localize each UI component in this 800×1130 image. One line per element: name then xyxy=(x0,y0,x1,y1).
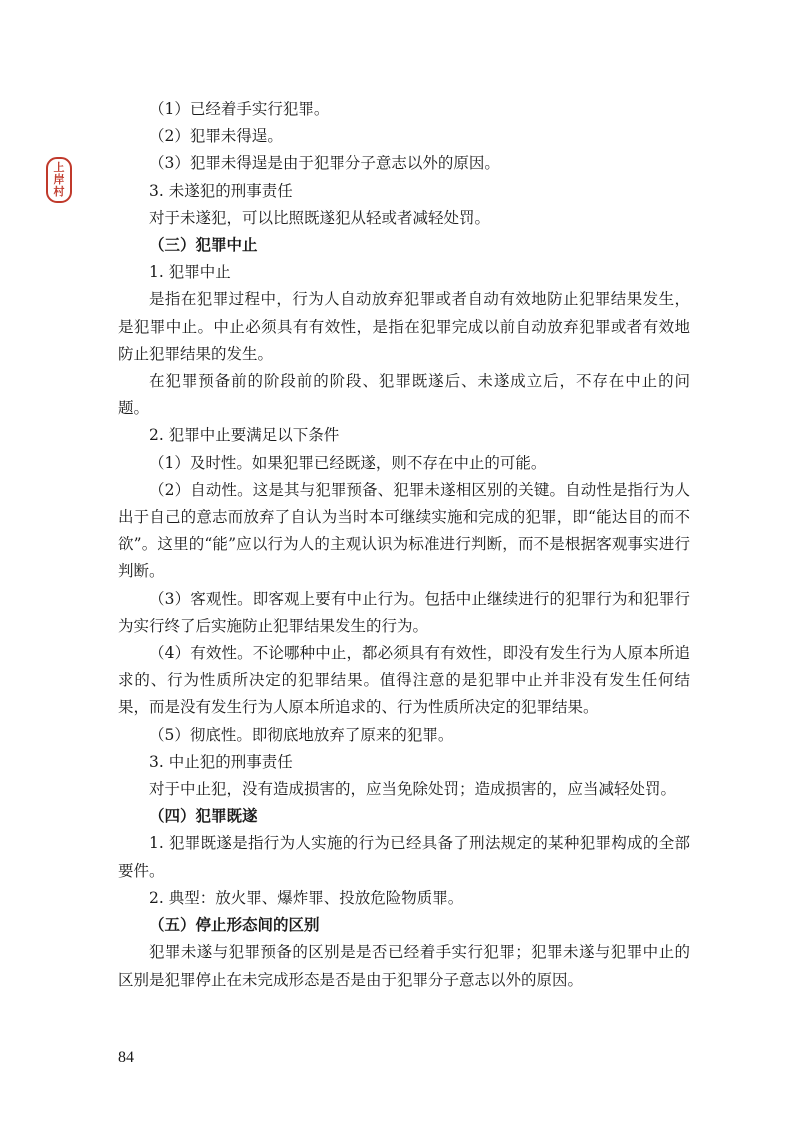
list-item: （1）已经着手实行犯罪。 xyxy=(149,100,330,118)
section-heading: （三）犯罪中止 xyxy=(149,236,258,255)
seal-char: 上 xyxy=(53,161,65,174)
seal-char: 村 xyxy=(53,185,65,198)
list-item: （3）犯罪未得逞是由于犯罪分子意志以外的原因。 xyxy=(149,154,500,173)
page-body xyxy=(118,96,690,994)
subheading: 3. 中止犯的刑事责任 xyxy=(149,752,293,771)
list-item: （2）犯罪未得逞。 xyxy=(149,127,283,146)
section-heading: （五）停止形态间的区别 xyxy=(149,916,320,935)
subheading: 1. 犯罪中止 xyxy=(149,263,231,282)
paragraph: 2. 典型：放火罪、爆炸罪、投放危险物质罪。 xyxy=(149,888,464,907)
list-item: （4）有效性。不论哪种中止，都必须具有有效性，即没有发生行为人原本所追求的、行为性质所决定的犯罪结果。值得注意的是犯罪中止并非没有发生任何结果，而是没有发生行为人原本所追求的、行为性质所决定的犯罪结果。 xyxy=(118,644,690,717)
list-item: （2）自动性。这是其与犯罪预备、犯罪未遂相区别的关键。自动性是指行为人出于自己的意志而放弃了自认为当时本可继续实施和完成的犯罪，即“能达目的而不欲”。这里的“能”应以行为人的主观认识为标准进行判断，而不是根据客观事实进行判断。 xyxy=(118,480,690,581)
paragraph: 犯罪未遂与犯罪预备的区别是是否已经着手实行犯罪；犯罪未遂与犯罪中止的区别是犯罪停止在未完成形态是否是由于犯罪分子意志以外的原因。 xyxy=(118,943,690,989)
paragraph: 1. 犯罪既遂是指行为人实施的行为已经具备了刑法规定的某种犯罪构成的全部要件。 xyxy=(118,834,690,880)
paragraph: 是指在犯罪过程中，行为人自动放弃犯罪或者自动有效地防止犯罪结果发生，是犯罪中止。中止必须具有有效性，是指在犯罪完成以前自动放弃犯罪或者有效地防止犯罪结果的发生。 xyxy=(118,290,690,363)
list-item: （1）及时性。如果犯罪已经既遂，则不存在中止的可能。 xyxy=(149,453,547,472)
page-number: 84 xyxy=(118,1049,134,1066)
subheading: 2. 犯罪中止要满足以下条件 xyxy=(149,426,340,445)
list-item: （3）客观性。即客观上要有中止行为。包括中止继续进行的犯罪行为和犯罪行为实行终了后实施防止犯罪结果发生的行为。 xyxy=(118,589,690,635)
section-heading: （四）犯罪既遂 xyxy=(149,807,258,826)
list-item: （5）彻底性。即彻底地放弃了原来的犯罪。 xyxy=(149,725,454,744)
subheading: 3. 未遂犯的刑事责任 xyxy=(149,181,293,200)
paragraph: 在犯罪预备前的阶段前的阶段、犯罪既遂后、未遂成立后，不存在中止的问题。 xyxy=(118,372,690,418)
paragraph: 对于中止犯，没有造成损害的，应当免除处罚；造成损害的，应当减轻处罚。 xyxy=(149,780,677,799)
publisher-seal-logo xyxy=(46,157,72,203)
seal-char: 岸 xyxy=(53,173,65,186)
paragraph: 对于未遂犯，可以比照既遂犯从轻或者减轻处罚。 xyxy=(149,208,491,227)
